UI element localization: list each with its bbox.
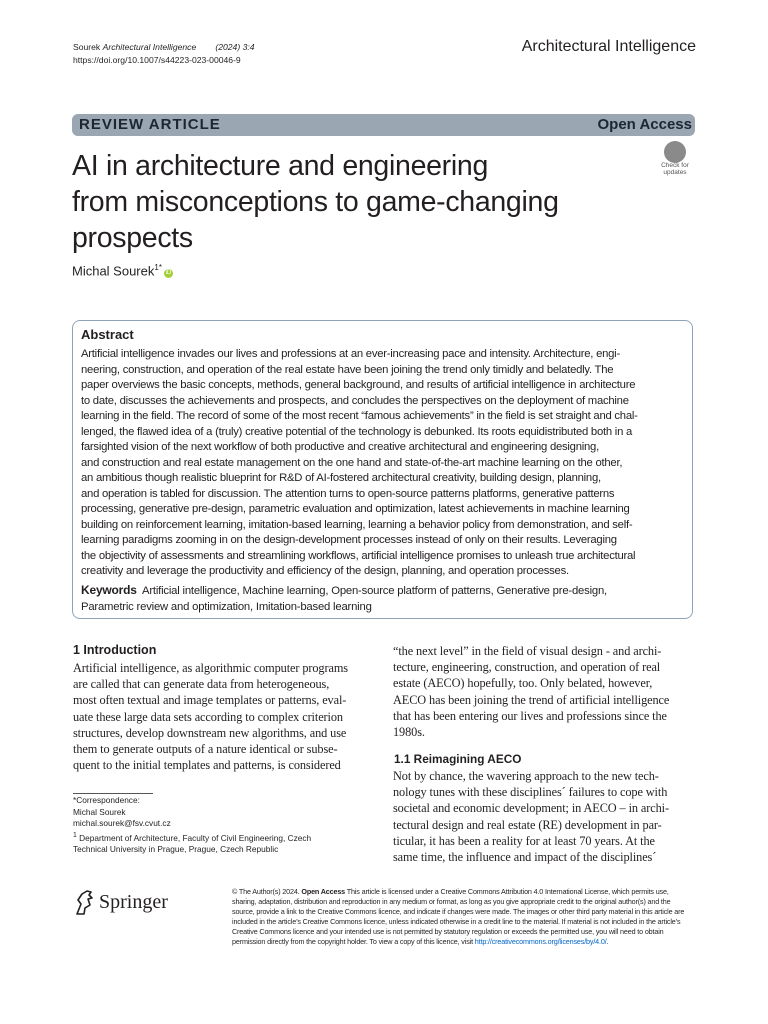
abstract-line: creativity and leverage the productivity and efficiency of the design, planning, and operation processes. xyxy=(81,565,569,577)
article-type-label: REVIEW ARTICLE xyxy=(79,116,221,133)
subsection-paragraph xyxy=(393,768,695,865)
license-tail: . xyxy=(606,937,609,947)
body-line: are called that can generate data from heterogeneous, xyxy=(73,677,330,692)
affiliation-text: Department of Architecture, Faculty of Civil Engineering, Czech xyxy=(79,832,312,843)
check-for-updates-badge[interactable] xyxy=(655,141,695,181)
title-line: from misconceptions to game-changing xyxy=(72,186,559,218)
abstract-heading: Abstract xyxy=(81,327,134,342)
body-line: quent to the initial templates and patterns, is considered xyxy=(73,758,341,773)
body-line: ticular, it has been a reality for at least 70 years. At the xyxy=(393,833,655,848)
abstract-body xyxy=(81,347,688,580)
check-updates-text: Check for xyxy=(661,162,689,169)
springer-horse-icon xyxy=(73,888,97,916)
abstract-line: processing, generative pre-design, parametric evaluation and optimization, latest achievements in machine learning xyxy=(81,503,630,515)
author-marks: 1* xyxy=(154,263,162,272)
body-line: “the next level” in the field of visual design - and archi- xyxy=(393,644,662,658)
correspondence-label: *Correspondence: xyxy=(73,795,140,805)
citation-author: Sourek xyxy=(73,42,101,52)
body-line: that has been entering our lives and professions since the xyxy=(393,708,667,723)
author-name: Michal Sourek xyxy=(72,263,155,279)
abstract-line: building on reinforcement learning, imitation-based learning, learning a behavior policy from demonstration, and self- xyxy=(81,518,633,531)
keywords xyxy=(81,583,688,615)
abstract-line: farsighted vision of the next workflow of both productive and creative architectural and engineering designing, xyxy=(81,441,599,453)
abstract-line: and construction and real estate management on the one hand and state-of-the-art machine learning on the other, xyxy=(81,456,623,469)
license-url[interactable]: http://creativecommons.org/licenses/by/4.0/ xyxy=(474,937,607,947)
body-line: most often textual and image templates or patterns, eval- xyxy=(73,693,347,708)
subsection-heading: 1.1 Reimagining AECO xyxy=(394,752,522,766)
abstract-line: lenged, the flawed idea of a (truly) creative potential of the technology is debunked. Its roots equidistributed both in a xyxy=(81,425,633,438)
publisher-name: Springer xyxy=(99,891,168,913)
doi-link[interactable]: https://doi.org/10.1007/s44223-023-00046-9 xyxy=(73,55,241,65)
body-line: Artificial intelligence, as algorithmic computer programs xyxy=(73,661,348,675)
body-line: AECO has been joining the trend of artificial intelligence xyxy=(393,692,670,707)
paper-title xyxy=(72,148,632,256)
journal-name: Architectural Intelligence xyxy=(521,38,696,55)
orcid-icon[interactable]: iD xyxy=(165,270,172,277)
license-text: This article is licensed under a Creative Commons Attribution 4.0 International License, which permits use, sharing, adaptation, distribution and reproduction in any medium or format, as long as you give appropriate credit to the original author(s) and the source, provide a link to the Creative Commons licence, and indicate if changes were made. The images or other third party material in this article are included in the article’s Creative Commons licence, unless indicated otherwise in a credit line to the material. If material is not included in the article’s Creative Commons licence and your intended use is not permitted by statutory regulation or exceeds the permitted use, you will need to obtain permission directly from the copyright holder. To view a copy of this licence, visit xyxy=(232,887,685,947)
abstract-line: learning in the field. The record of some of the most recent “famous achievements” in the field is set straight and chal- xyxy=(81,410,638,422)
body-line: same time, the influence and impact of the disciplines´ xyxy=(393,850,657,865)
intro-paragraph-continued xyxy=(393,643,695,740)
license-open-access: Open Access xyxy=(301,887,346,896)
body-line: 1980s. xyxy=(393,725,425,740)
intro-paragraph xyxy=(73,660,376,773)
abstract-line: and operation is tabled for discussion. The attention turns to open-source patterns platforms, generative patterns xyxy=(81,487,615,500)
check-updates-text: updates xyxy=(663,169,687,176)
license-lead: © The Author(s) 2024. xyxy=(232,887,300,896)
abstract-line: Artificial intelligence invades our lives and professions at an ever-increasing pace and intensity. Architecture, engi- xyxy=(81,348,620,360)
body-line: Not by chance, the wavering approach to the new tech- xyxy=(393,769,659,783)
title-line: prospects xyxy=(72,222,193,254)
license-notice xyxy=(232,887,694,948)
correspondence-email[interactable]: michal.sourek@fsv.cvut.cz xyxy=(73,818,171,829)
citation-journal: Architectural Intelligence xyxy=(102,42,197,52)
citation-volume: (2024) 3:4 xyxy=(215,42,255,52)
body-line: them to generate outputs of a nature identical or subse- xyxy=(73,742,338,757)
affiliation-text: Technical University in Prague, Prague, Czech Republic xyxy=(73,844,279,855)
abstract-line: an ambitious though realistic blueprint for R&D of AI-fostered architectural creativity, building design, planning, xyxy=(81,472,601,484)
keywords-text: Parametric review and optimization, Imitation-based learning xyxy=(81,600,372,613)
abstract-line: learning paradigms zooming in on the design-development processes instead of only on their results. Leveraging xyxy=(81,534,617,546)
abstract-line: the objectivity of assessments and streamlining workflows, artificial intelligence promises to unleash true architectural xyxy=(81,549,636,562)
check-updates-icon xyxy=(664,141,686,163)
affiliation-mark: 1 xyxy=(73,831,77,839)
citation-header xyxy=(73,41,255,67)
body-line: structures, develop downstream new algorithms, and use xyxy=(73,725,347,740)
keywords-label: Keywords xyxy=(81,583,137,597)
footnotes xyxy=(73,795,376,856)
body-line: uate these large data sets according to complex criterion xyxy=(73,709,343,724)
body-line: tectural design and real estate (RE) development in par- xyxy=(393,817,662,832)
title-line: AI in architecture and engineering xyxy=(72,150,488,182)
author-line xyxy=(72,263,173,278)
abstract-line: to date, discusses the achievements and prospects, and concludes the perspectives on the deployment of machine xyxy=(81,394,629,407)
open-access-label: Open Access xyxy=(597,116,692,133)
keywords-text: Artificial intelligence, Machine learning, Open-source platform of patterns, Generative pre-design, xyxy=(142,585,607,597)
body-line: estate (AECO) hopefully, too. Only belated, however, xyxy=(393,676,653,691)
springer-logo xyxy=(73,888,183,918)
abstract-line: neering, construction, and operation of the real estate have been joining the trend only timidly and belatedly. The xyxy=(81,363,614,376)
correspondence-name: Michal Sourek xyxy=(73,806,126,817)
footnote-divider xyxy=(73,793,153,794)
body-line: societal and economic development; in AECO – in archi- xyxy=(393,801,669,816)
abstract-line: paper overviews the basic concepts, methods, general background, and results of artificial intelligence in architecture xyxy=(81,379,636,391)
section-heading: 1 Introduction xyxy=(73,643,157,657)
body-line: tecture, engineering, construction, and operation of real xyxy=(393,660,661,675)
body-line: nology tunes with these disciplines´ failures to cope with xyxy=(393,785,668,800)
